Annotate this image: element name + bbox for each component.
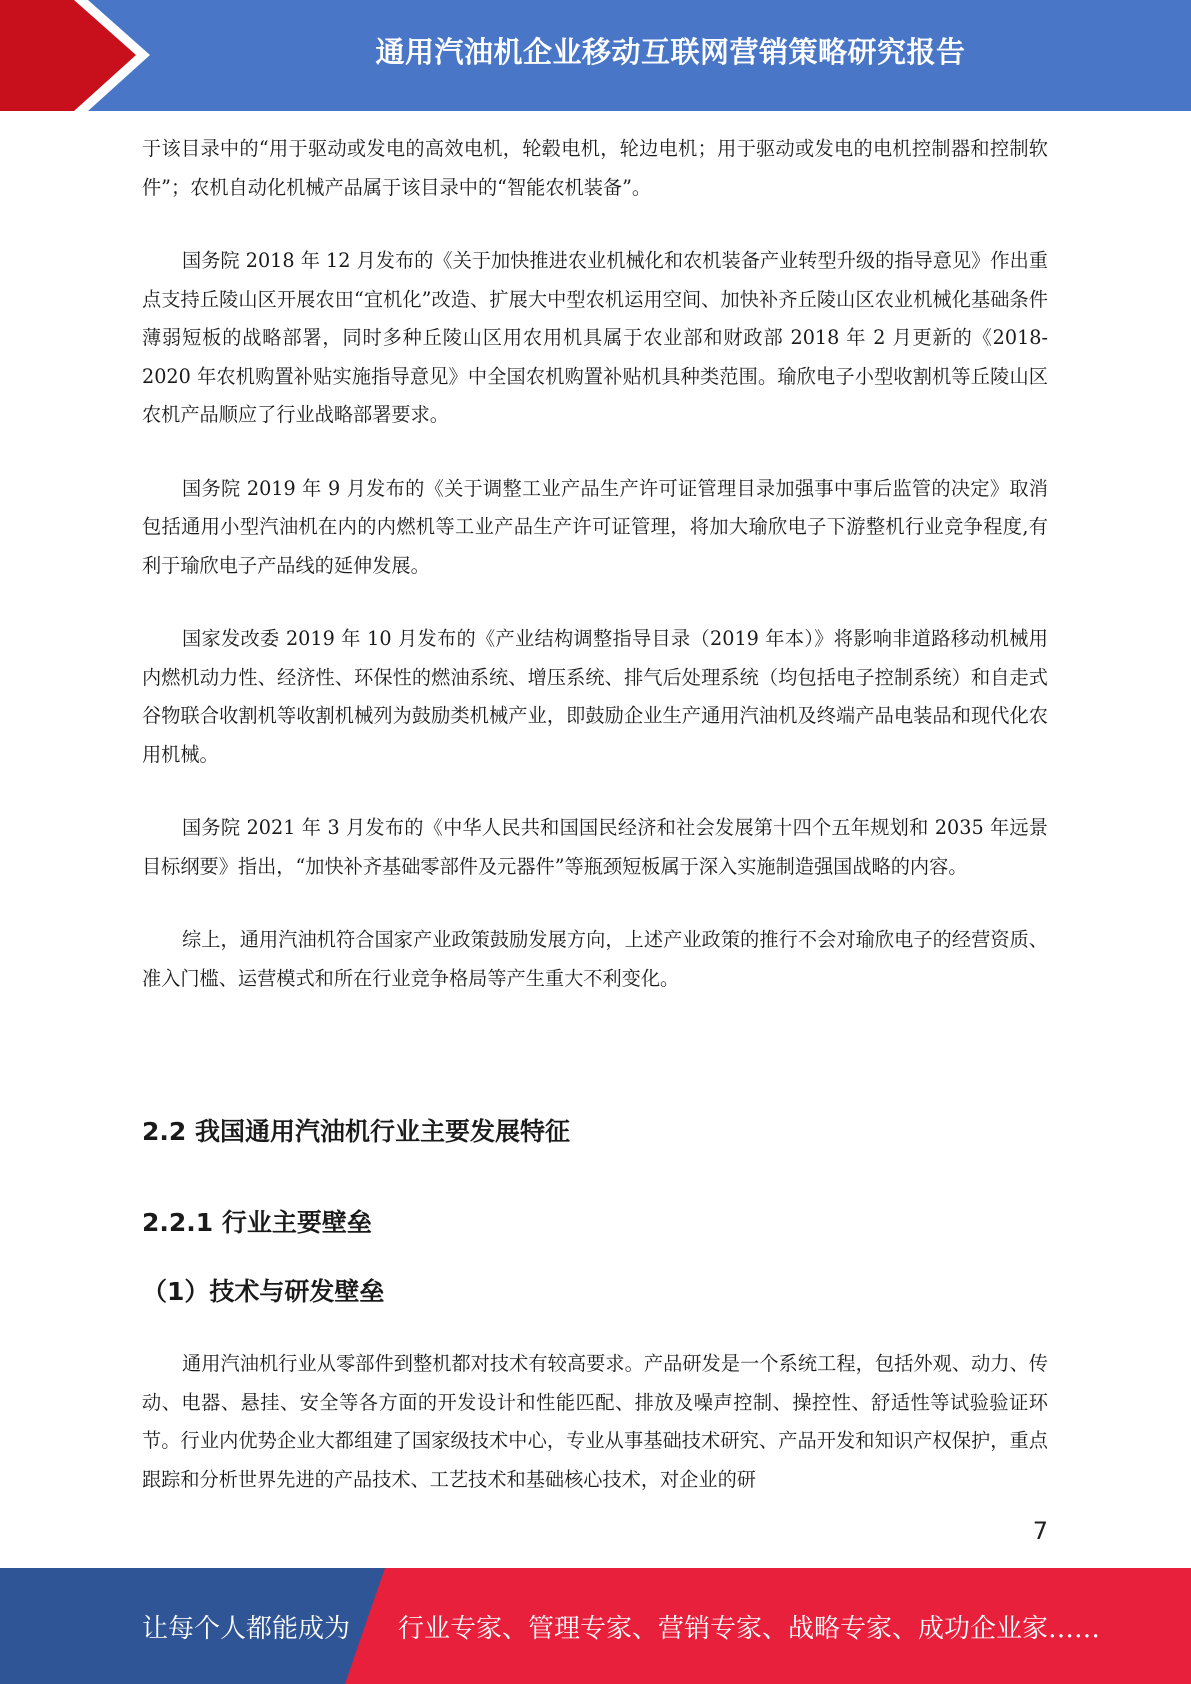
subsection-heading: 2.2.1 行业主要壁垒 [142, 1208, 372, 1237]
page-header [0, 0, 1191, 111]
footer-slogan-left: 让每个人都能成为 [142, 1613, 351, 1644]
header-title: 通用汽油机企业移动互联网营销策略研究报告 [375, 34, 966, 69]
paragraph-5: 国务院 2021 年 3 月发布的《中华人民共和国国民经济和社会发展第十四个五年规划和 2035 年远景目标纲要》指出，“加快补齐基础零部件及元器件”等瓶颈短板属于深入实施制造强国战略的内容。 [142, 816, 1048, 878]
paragraph-7: 通用汽油机行业从零部件到整机都对技术有较高要求。产品研发是一个系统工程，包括外观、动力、传动、电器、悬挂、安全等各方面的开发设计和性能匹配、排放及噪声控制、操控性、舒适性等试验验证环节。行业内优势企业大都组建了国家级技术中心，专业从事基础技术研究、产品开发和知识产权保护，重点跟踪和分析世界先进的产品技术、工艺技术和基础核心技术，对企业的研 [142, 1352, 1048, 1491]
document-body-continued [142, 1345, 1048, 1499]
paragraph-4: 国家发改委 2019 年 10 月发布的《产业结构调整指导目录（2019 年本）》将影响非道路移动机械用内燃机动力性、经济性、环保性的燃油系统、增压系统、排气后处理系统（均包括电子控制系统）和自走式谷物联合收割机等收割机械列为鼓励类机械产业，即鼓励企业生产通用汽油机及终端产品电装品和现代化农用机械。 [142, 627, 1048, 766]
paragraph-3: 国务院 2019 年 9 月发布的《关于调整工业产品生产许可证管理目录加强事中事后监管的决定》取消包括通用小型汽油机在内的内燃机等工业产品生产许可证管理，将加大瑜欣电子下游整机行业竞争程度,有利于瑜欣电子产品线的延伸发展。 [142, 476, 1048, 577]
paragraph-2: 国务院 2018 年 12 月发布的《关于加快推进农业机械化和农机装备产业转型升级的指导意见》作出重点支持丘陵山区开展农田“宜机化”改造、扩展大中型农机运用空间、加快补齐丘陵山区农业机械化基础条件薄弱短板的战略部署，同时多种丘陵山区用农用机具属于农业部和财政部 2018 年 2 月更新的《2018-2020 年农机购置补贴实施指导意见》中全国农机购置补贴机具种类范围。瑜欣电子小型收割机等丘陵山区农机产品顺应了行业战略部署要求。 [142, 249, 1048, 426]
document-body [142, 130, 1048, 1033]
footer-slogan-right: 行业专家、管理专家、营销专家、战略专家、成功企业家…… [398, 1613, 1101, 1644]
paragraph-1: 于该目录中的“用于驱动或发电的高效电机，轮毂电机，轮边电机；用于驱动或发电的电机控制器和控制软件”；农机自动化机械产品属于该目录中的“智能农机装备”。 [142, 137, 1048, 199]
subsubsection-heading: （1）技术与研发壁垒 [142, 1277, 385, 1306]
section-heading: 2.2 我国通用汽油机行业主要发展特征 [142, 1117, 570, 1146]
paragraph-6: 综上，通用汽油机符合国家产业政策鼓励发展方向，上述产业政策的推行不会对瑜欣电子的经营资质、准入门槛、运营模式和所在行业竞争格局等产生重大不利变化。 [142, 928, 1048, 990]
page-number: 7 [1032, 1517, 1048, 1545]
header-arrow-decoration [0, 0, 152, 111]
page-footer [0, 1568, 1191, 1684]
